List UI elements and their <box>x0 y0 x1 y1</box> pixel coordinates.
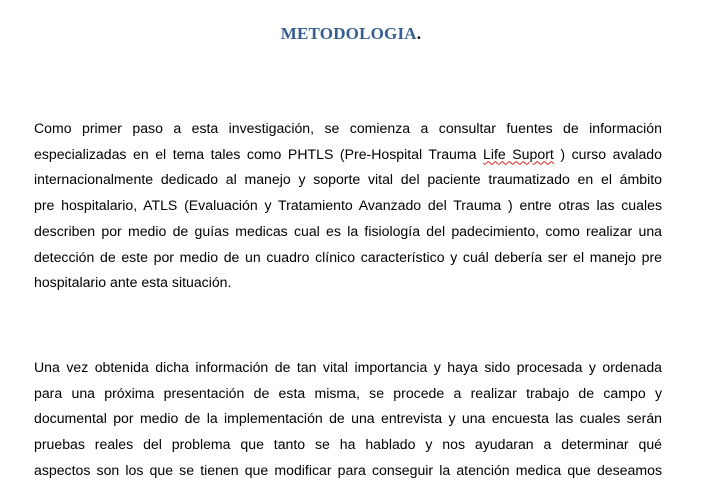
paragraph-line: internacionalmente dedicado al manejo y soporte vital del paciente traumatizado en el ámbito <box>34 171 662 188</box>
paragraph-line <box>34 142 662 168</box>
paragraph-line: documental por medio de la implementación de una entrevista y una encuesta las cuales serán <box>34 410 662 427</box>
paragraph-line: pruebas reales del problema que tanto se ha hablado y nos ayudaran a determinar qué <box>34 436 662 453</box>
spellcheck-flagged-text[interactable]: Life Suport <box>483 145 554 162</box>
paragraph-line: detección de este por medio de un cuadro clínico característico y cuál debería ser el manejo pre <box>34 248 662 265</box>
paragraph-line: Una vez obtenida dicha información de tan vital importancia y haya sido procesada y ordenada <box>34 359 662 375</box>
paragraph-line: Como primer paso a esta investigación, se comienza a consultar fuentes de información <box>34 120 662 136</box>
title-period: . <box>416 24 422 43</box>
document-title <box>0 24 702 44</box>
paragraph-line: para una próxima presentación de esta misma, se procede a realizar trabajo de campo y <box>34 384 662 401</box>
paragraph-line: pre hospitalario, ATLS (Evaluación y Tratamiento Avanzado del Trauma ) entre otras las cuales <box>34 197 662 214</box>
paragraph-1 <box>34 116 662 296</box>
paragraph-line: hospitalario ante esta situación. <box>34 274 232 291</box>
text-segment: ) curso avalado <box>553 145 662 162</box>
text-segment: especializadas en el tema tales como PHTLS (Pre-Hospital Trauma <box>34 145 484 162</box>
paragraph-line: describen por medio de guías medicas cual es la fisiología del padecimiento, como realizar una <box>34 222 662 239</box>
title-text: METODOLOGIA <box>280 24 417 43</box>
paragraph-2 <box>34 355 662 484</box>
paragraph-line: aspectos son los que se tienen que modificar para conseguir la atención medica que deseamos <box>34 461 662 478</box>
